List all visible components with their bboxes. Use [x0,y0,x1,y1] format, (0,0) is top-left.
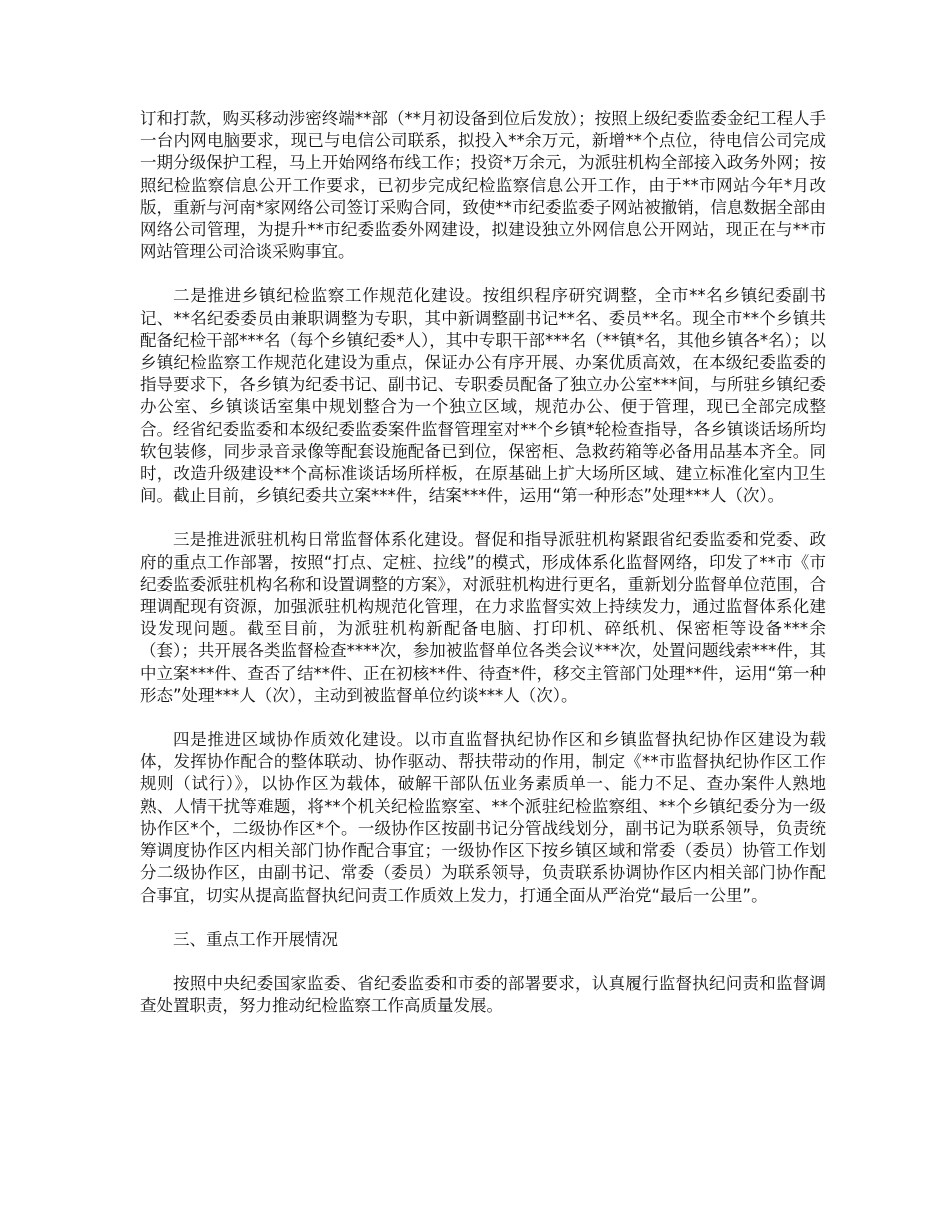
paragraph-regional-cooperation: 四是推进区域协作质效化建设。以市直监督执纪协作区和乡镇监督执纪协作区建设为载体，发挥协作配合的整体联动、协作驱动、帮扶带动的作用，制定《**市监督执纪协作区工作规则（试行）》，以协作区为载体，破解干部队伍业务素质单一、能力不足、查办案件人熟地熟、人情干扰等难题，将**个机关纪检监察室、**个派驻纪检监察组、**个乡镇纪委分为一级协作区*个，二级协作区*个。一级协作区按副书记分管战线划分，副书记为联系领导，负责统筹调度协作区内相关部门协作配合事宜；一级协作区下按乡镇区域和常委（委员）协管工作划分二级协作区，由副书记、常委（委员）为联系领导，负责联系协调协作区内相关部门协作配合事宜，切实从提高监督执纪问责工作质效上发力，打通全面从严治党“最后一公里”。 [140,730,826,905]
paragraph-township-discipline: 二是推进乡镇纪检监察工作规范化建设。按组织程序研究调整，全市**名乡镇纪委副书记、**名纪委委员由兼职调整为专职，其中新调整副书记**名、委员**名。现全市**个乡镇共配备纪检干部***名（每个乡镇纪委*人），其中专职干部***名（**镇*名，其他乡镇各*名）；以乡镇纪检监察工作规范化建设为重点，保证办公有序开展、办案优质高效，在本级纪委监委的指导要求下，各乡镇为纪委书记、副书记、专职委员配备了独立办公室***间，与所驻乡镇纪委办公室、乡镇谈话室集中规划整合为一个独立区域，规范办公、便于管理，现已全部完成整合。经省纪委监委和本级纪委监委案件监督管理室对**个乡镇*轮检查指导，各乡镇谈话场所均软包装修，同步录音录像等配套设施配备已到位，保密柜、急救药箱等必备用品基本齐全。同时，改造升级建设**个高标准谈话场所样板，在原基础上扩大场所区域、建立标准化室内卫生间。截止目前，乡镇纪委共立案***件，结案***件，运用“第一种形态”处理***人（次）。 [140,286,826,506]
paragraph-key-work-intro: 按照中央纪委国家监委、省纪委监委和市委的部署要求，认真履行监督执纪问责和监督调查处置职责，努力推动纪检监察工作高质量发展。 [140,973,826,1016]
section-heading: 三、重点工作开展情况 [173,929,338,949]
document-body [140,108,826,1039]
paragraph-continued: 订和打款，购买移动涉密终端**部（**月初设备到位后发放）；按照上级纪委监委金纪工程人手一台内网电脑要求，现已与电信公司联系，拟投入**余万元，新增**个点位，待电信公司完成一期分级保护工程，马上开始网络布线工作；投资*万余元，为派驻机构全部接入政务外网；按照纪检监察信息公开工作要求，已初步完成纪检监察信息公开工作，由于**市网站今年*月改版，重新与河南*家网络公司签订采购合同，致使**市纪委监委子网站被撤销，信息数据全部由网络公司管理，为提升**市纪委监委外网建设，拟建设独立外网信息公开网站，现正在与**市网站管理公司洽谈采购事宜。 [140,109,826,262]
paragraph-dispatched-agencies: 三是推进派驻机构日常监督体系化建设。督促和指导派驻机构紧跟省纪委监委和党委、政府的重点工作部署，按照“打点、定桩、拉线”的模式，形成体系化监督网络，印发了**市《市纪委监委派驻机构名称和设置调整的方案》，对派驻机构进行更名，重新划分监督单位范围，合理调配现有资源，加强派驻机构规范化管理，在力求监督实效上持续发力，通过监督体系化建设发现问题。截至目前，为派驻机构新配备电脑、打印机、碎纸机、保密柜等设备***余（套）；共开展各类监督检查****次，参加被监督单位各类会议***次，处置问题线索***件，其中立案***件、查否了结**件、正在初核**件、待查*件，移交主管部门处理**件，运用“第一种形态”处理***人（次），主动到被监督单位约谈***人（次）。 [140,530,826,705]
